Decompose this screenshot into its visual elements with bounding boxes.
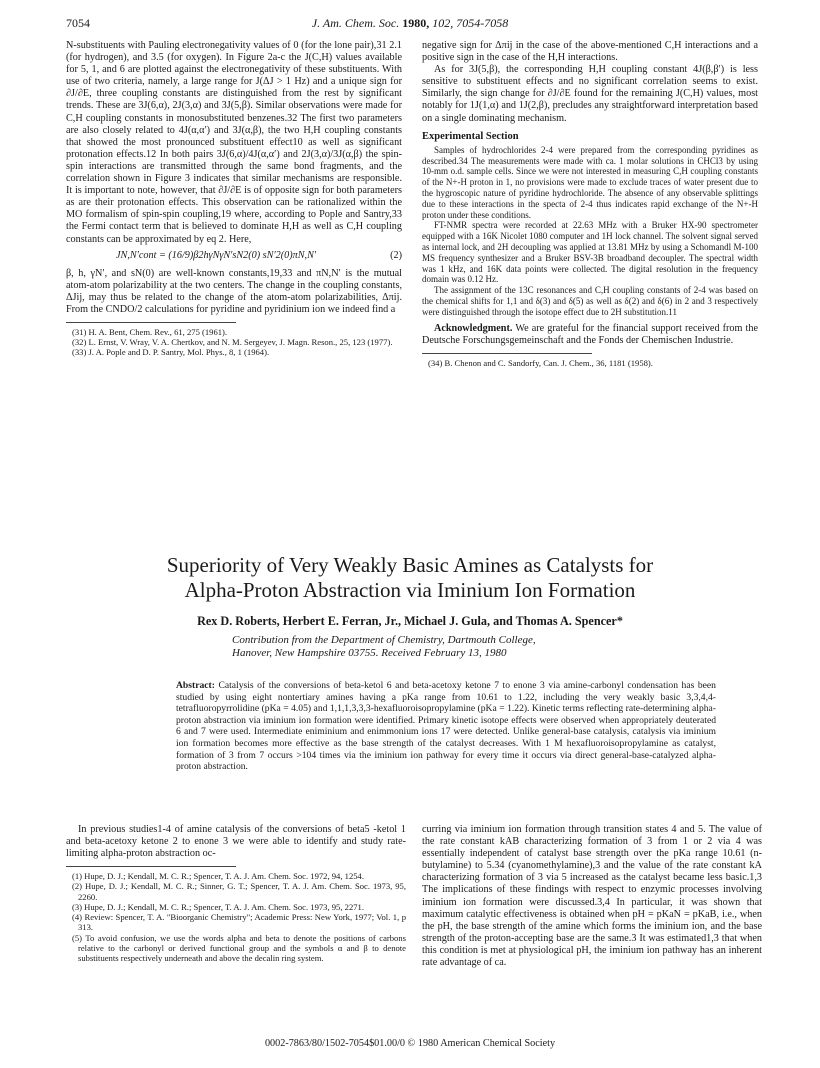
footnote: (32) L. Ernst, V. Wray, V. A. Chertkov, and N. M. Sergeyev, J. Magn. Reson., 25, 123 (1977). xyxy=(72,337,393,348)
article-left-column xyxy=(66,824,406,963)
journal-citation xyxy=(66,16,754,31)
equation-number: (2) xyxy=(390,249,402,261)
body-paragraph: As for 3J(5,β), the corresponding H,H coupling constant 4J(β,β′) is less sensitive to substituent effects and no significant correlation seems to exist. Similarly, the sign change for ∂J/∂E found for the remaining J(C,H) values, most notably for 1J(1,α) and 1J(2,β), precludes any straightforward interpretation based on a single dominating mechanism. xyxy=(422,64,758,124)
article-title xyxy=(60,553,760,603)
footnote: (3) Hupe, D. J.; Kendall, M. C. R.; Spencer, T. A. J. Am. Chem. Soc. 1973, 95, 2271. xyxy=(72,901,364,912)
experimental-paragraph: FT-NMR spectra were recorded at 22.63 MHz with a Bruker HX-90 spectrometer equipped with a 16K Nicolet 1080 computer and 1H lock channel. The solvent signal served as internal lock, and 2H decoupling was applied at 13.81 MHz by using a Schomandl M-100 MS frequency synthesizer and a Bruker BSV-3B broadband decoupler. The spectral width was 1 kHz, and 16K data points were collected. The digital resolution in the frequency domain was 0.12 Hz. xyxy=(422,220,758,285)
footnotes xyxy=(66,327,402,358)
equation-2 xyxy=(66,250,402,264)
body-paragraph: negative sign for Δπij in the case of the above-mentioned C,H interactions and a positive sign in the case of the H,H interactions. xyxy=(422,40,758,64)
acknowledgment-label: Acknowledgment. xyxy=(434,322,513,334)
footnote: (2) Hupe, D. J.; Kendall, M. C. R.; Sinner, G. T.; Spencer, T. A. J. Am. Chem. Soc. 1973, 95, 2260. xyxy=(72,881,406,902)
body-paragraph: β, h, γN′, and sN(0) are well-known constants,19,33 and πN,N′ is the mutual atom-atom polarizability at the two centers. The change in the coupling constants, ΔJij, may thus be related to the change of the atom-atom polarizabilities, Δπij. From the CNDO/2 calculations for pyridine and pyridinium ion we indeed find a xyxy=(66,267,402,315)
body-paragraph: In previous studies1-4 of amine catalysis of the conversions of beta5 -ketol 1 and beta-acetoxy ketone 2 to enone 3 we were able to identify and study rate-limiting alpha-proton abstraction oc- xyxy=(66,824,406,860)
abstract xyxy=(176,680,716,773)
previous-article-left-column xyxy=(66,40,402,358)
journal-pages: 7054-7058 xyxy=(456,16,509,30)
abstract-text: Catalysis of the conversions of beta-ketol 6 and beta-acetoxy ketone 7 to enone 3 via amine-carbonyl condensation has been studied by using eight nontertiary amines having a pKa range from 10.61 to 1.22, including the very weakly basic 3,3,4,4-tetrafluoropyrrolidine (pKa = 4.05) and 1,1,1,3,3,3-hexafluoroisopropylamine (pKa = 1.22). Kinetic terms reflecting rate-determining alpha-proton abstraction via iminium ion formation were identified. Primary kinetic isotope effects were observed when appropriately deuterated 6 and 7 were used. Intermediate eniminium and enimmonium ions 17 were detected. Unlike general-base catalysis, catalysis via iminium ion formation becomes more effective as the base strength of the catalyst decreases. With 1 M hexafluoroisopropylamine as catalyst, formation of 3 from 7 occurs >104 times via the iminium ion pathway for every time it occurs via direct general-base-catalyzed alpha-proton abstraction. xyxy=(176,680,716,773)
abstract-label: Abstract: xyxy=(176,680,215,691)
affiliation: Contribution from the Department of Chemistry, Dartmouth College, xyxy=(232,634,536,646)
footnotes xyxy=(422,358,758,368)
running-header xyxy=(66,16,754,32)
journal-year: 1980, xyxy=(402,16,430,30)
footnotes xyxy=(66,871,406,963)
journal-name: J. Am. Chem. Soc. xyxy=(311,16,400,30)
journal-volume: 102, xyxy=(432,16,454,30)
previous-article-right-column xyxy=(422,40,758,368)
footnote-divider xyxy=(422,353,592,354)
equation-expression: JN,N′cont = (16/9)β2hγNγN′sN2(0) sN′2(0)πN,N′ xyxy=(116,249,317,261)
experimental-paragraph: Samples of hydrochlorides 2-4 were prepared from the corresponding pyridines as described.34 The measurements were made with ca. 1 molar solutions in CHCl3 by using 10-mm o.d. sample cells. Since we were not interested in measuring C,H coupling constants of the N+-H proton in 1, no provisions were made to exclude traces of water present due to the hygroscopic nature of pyridine hydrochloride. The absence of any observable splittings due to these interactions in the specta of 2-4 thus indicates rapid exchange of the N+-H proton under these conditions. xyxy=(422,144,758,220)
title-line: Superiority of Very Weakly Basic Amines as Catalysts for xyxy=(166,553,654,577)
acknowledgment xyxy=(422,323,758,347)
footnote: (31) H. A. Bent, Chem. Rev., 61, 275 (1961). xyxy=(72,326,228,337)
article-authors: Rex D. Roberts, Herbert E. Ferran, Jr., Michael J. Gula, and Thomas A. Spencer* xyxy=(197,614,623,628)
body-paragraph: curring via iminium ion formation through transition states 4 and 5. The value of the rate constant kAB characterizing formation of 3 from 1 or 2 via 4 was essentially independent of catalyst base strength over the pKa range 10.61 (n-butylamine) to 5.34 (cyanomethylamine),3 and the value of the rate constant kA characterizing formation of 3 via 5 increased as the catalyst became less basic.1,3 The implications of these findings with respect to enzymic processes involving iminium ion formation were discussed.3,4 In particular, it was shown that maximum catalytic effectiveness is obtained when pH = pKaN = pKaB, i.e., when the pH, the base strength of the amine which forms the iminium ion, and the base strength of the proton-accepting base are the same.3 It was estimated1,3 that when this condition is met at physiological pH, the iminium ion pathway has an inherent rate advantage of ca. xyxy=(422,824,762,969)
body-paragraph: N-substituents with Pauling electronegativity values of 0 (for the lone pair),31 2.1 (for hydrogen), and 3.5 (for oxygen). In Figure 2a-c the J(C,H) values available for 5, 1, and 6 are plotted against the electronegativity of these substituents. With use of two criteria, namely, a large range for J(ΔJ > 1 Hz) and a unique sign for ∂J/∂E, three coupling constants are distinguished from the rest by significant trends. These are 3J(6,α), 2J(3,α) and 3J(5,β). Similar observations were made for C,H coupling constants in monosubstituted benzenes.32 The first two parameters are also closely related to 4J(α,α′) and 3J(α,β), the two H,H coupling constants that showed the most pronounced substituent effect10 as well as significant protonation effects.12 In both pairs 3J(6,α)/4J(α,α′) and 2J(3,α)/3J(α,β) the spin-spin interactions are transmitted through the same bond fragments, and the correlation shown in Figure 3 indicates that similar mechanisms are responsible. It is important to note, however, that ∂J/∂E is of opposite sign for both parameters as are their protonation effects. This observation can be rationalized within the MO formalism of spin-spin coupling,19 where, according to Pople and Santry,33 the Fermi contact term that is believed to dominate H,H as well as C,H coupling constants can be approximated by eq 2. Here, xyxy=(66,40,402,245)
footnote: (34) B. Chenon and C. Sandorfy, Can. J. Chem., 36, 1181 (1958). xyxy=(428,357,653,368)
footnote: (5) To avoid confusion, we use the words alpha and beta to denote the positions of carbons relative to the carbonyl or derived functional group and the symbols α and β to denote substituents respectively underneath and above the decalin ring system. xyxy=(72,932,406,963)
experimental-paragraph: The assignment of the 13C resonances and C,H coupling constants of 2-4 was based on the chemical shifts for 1,1 and δ(3) and δ(5) as well as δ(2) and δ(6) in 2 and 3 respectively were distinguished through the isotope effect due to 2H substitution.11 xyxy=(422,285,758,317)
article-right-column xyxy=(422,824,762,969)
experimental-text xyxy=(422,145,758,318)
footnote: (4) Review: Spencer, T. A. "Bioorganic Chemistry"; Academic Press: New York, 1977; Vol. 1, p 313. xyxy=(72,912,406,933)
contribution-line xyxy=(232,634,692,660)
section-heading: Experimental Section xyxy=(422,130,519,142)
footnote: (1) Hupe, D. J.; Kendall, M. C. R.; Spencer, T. A. J. Am. Chem. Soc. 1972, 94, 1254. xyxy=(72,871,364,882)
title-line: Alpha-Proton Abstraction via Iminium Ion Formation xyxy=(184,578,636,602)
page-number: 7054 xyxy=(66,16,90,30)
footnote-divider xyxy=(66,322,236,323)
address-received: Hanover, New Hampshire 03755. Received February 13, 1980 xyxy=(232,647,507,659)
footnote: (33) J. A. Pople and D. P. Santry, Mol. Phys., 8, 1 (1964). xyxy=(72,347,270,358)
acknowledgment-text: We are grateful for the financial support received from the Deutsche Forschungsgemeinschaft and the Fonds der Chemischen Industrie. xyxy=(422,322,759,346)
footnote-divider xyxy=(66,866,236,867)
copyright-footer: 0002-7863/80/1502-7054$01.00/0 © 1980 American Chemical Society xyxy=(264,1038,556,1049)
